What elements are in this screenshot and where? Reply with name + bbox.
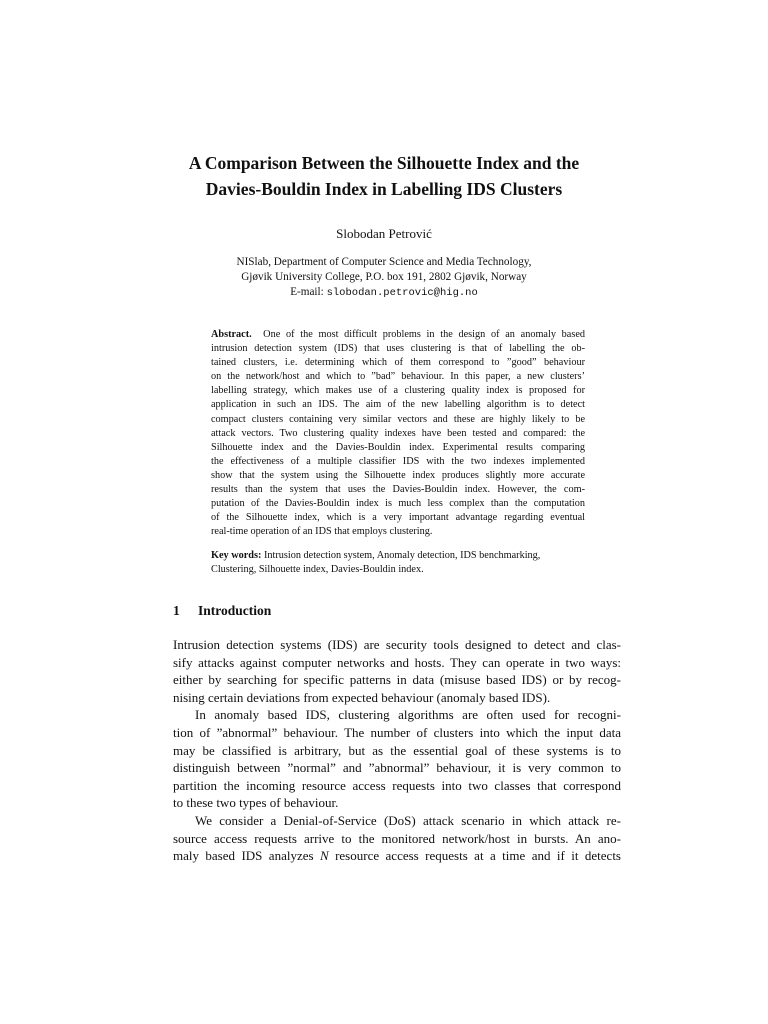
- body-line: may be classified is arbitrary, but as the essential goal of these systems is to: [173, 742, 621, 758]
- body-line: Intrusion detection systems (IDS) are security tools designed to detect and clas-: [173, 637, 621, 652]
- body-line: either by searching for specific patterns in data (misuse based IDS) or by recog-: [173, 672, 621, 688]
- abstract-line: on the network/host and which to ”bad” behaviour. In this paper, a new clusters’: [211, 371, 585, 383]
- keywords-line: Clustering, Silhouette index, Davies-Bouldin index.: [211, 564, 424, 576]
- abstract: [211, 328, 585, 539]
- abstract-label: Abstract.: [211, 329, 252, 340]
- abstract-line: results than the system that uses the Davies-Bouldin index. However, the com-: [211, 484, 585, 496]
- body-line: source access requests arrive to the monitored network/host in bursts. An ano-: [173, 830, 621, 846]
- keywords-label: Key words:: [211, 550, 262, 561]
- abstract-line: application in such an IDS. The aim of the new labelling algorithm is to detect: [211, 399, 585, 411]
- keywords-text: Intrusion detection system, Anomaly detection, IDS benchmarking,: [263, 550, 541, 561]
- section-title: Introduction: [198, 603, 272, 618]
- abstract-line: labelling strategy, which makes use of a clustering quality index is proposed for: [211, 385, 585, 397]
- keywords: [211, 549, 585, 577]
- body-text: [173, 636, 621, 865]
- abstract-line: putation of the Davies-Bouldin index is much less complex than the computation: [211, 498, 585, 510]
- body-line: We consider a Denial-of-Service (DoS) attack scenario in which attack re-: [195, 812, 621, 828]
- affiliation-line: Gjøvik University College, P.O. box 191, 2802 Gjøvik, Norway: [241, 271, 527, 283]
- abstract-line: real-time operation of an IDS that employs clustering.: [211, 526, 433, 538]
- math-variable: N: [319, 848, 329, 864]
- email-address: slobodan.petrovic@hig.no: [326, 287, 478, 299]
- body-line: In anomaly based IDS, clustering algorithms are often used for recogni-: [195, 707, 621, 723]
- abstract-line: show that the system using the Silhouette index produces slightly more accurate: [211, 469, 585, 481]
- abstract-line: the effectiveness of a multiple classifier IDS with the two indexes implemented: [211, 455, 585, 467]
- body-line: tion of ”abnormal” behaviour. The number of clusters into which the input data: [173, 724, 621, 740]
- abstract-line: intrusion detection system (IDS) that uses clustering is that of labelling the ob-: [211, 343, 585, 355]
- affiliation: [150, 255, 618, 301]
- body-line: nising certain deviations from expected behaviour (anomaly based IDS).: [173, 689, 551, 705]
- abstract-line: compact clusters containing very similar vectors and these are highly likely to be: [211, 413, 585, 425]
- body-text-fragment: resource access requests at a time and if it detects: [328, 848, 621, 864]
- author-name: Slobodan Petrović: [336, 226, 432, 241]
- abstract-line: tained clusters, i.e. determining which of them correspond to ”good” behaviour: [211, 357, 585, 369]
- paper-title: [150, 150, 618, 202]
- body-line: sify attacks against computer networks and hosts. They can operate in two ways:: [173, 654, 621, 670]
- abstract-line: of the Silhouette index, which is a very important advantage regarding eventual: [211, 512, 585, 524]
- body-line: partition the incoming resource access requests into two classes that correspond: [173, 777, 621, 793]
- section-heading: [173, 603, 271, 619]
- section-number: 1: [173, 603, 180, 618]
- keywords-line: [211, 549, 585, 563]
- abstract-line: [211, 328, 585, 342]
- affiliation-line: NISlab, Department of Computer Science and Media Technology,: [236, 256, 532, 268]
- body-line: to these two types of behaviour.: [173, 795, 339, 811]
- body-text-fragment: maly based IDS analyzes: [173, 848, 320, 864]
- abstract-line: Silhouette index and the Davies-Bouldin index. Experimental results comparing: [211, 441, 585, 453]
- body-line: distinguish between ”normal” and ”abnormal” behaviour, it is very common to: [173, 760, 621, 776]
- email-line: [150, 285, 618, 301]
- title-line: A Comparison Between the Silhouette Index and the: [188, 153, 580, 173]
- abstract-text: One of the most difficult problems in the design of an anomaly based: [263, 329, 586, 340]
- body-line: [173, 847, 621, 865]
- email-label: E-mail:: [290, 286, 324, 298]
- abstract-line: attack vectors. Two clustering quality indexes have been tested and compared: the: [211, 427, 585, 439]
- title-line: Davies-Bouldin Index in Labelling IDS Clusters: [205, 179, 563, 199]
